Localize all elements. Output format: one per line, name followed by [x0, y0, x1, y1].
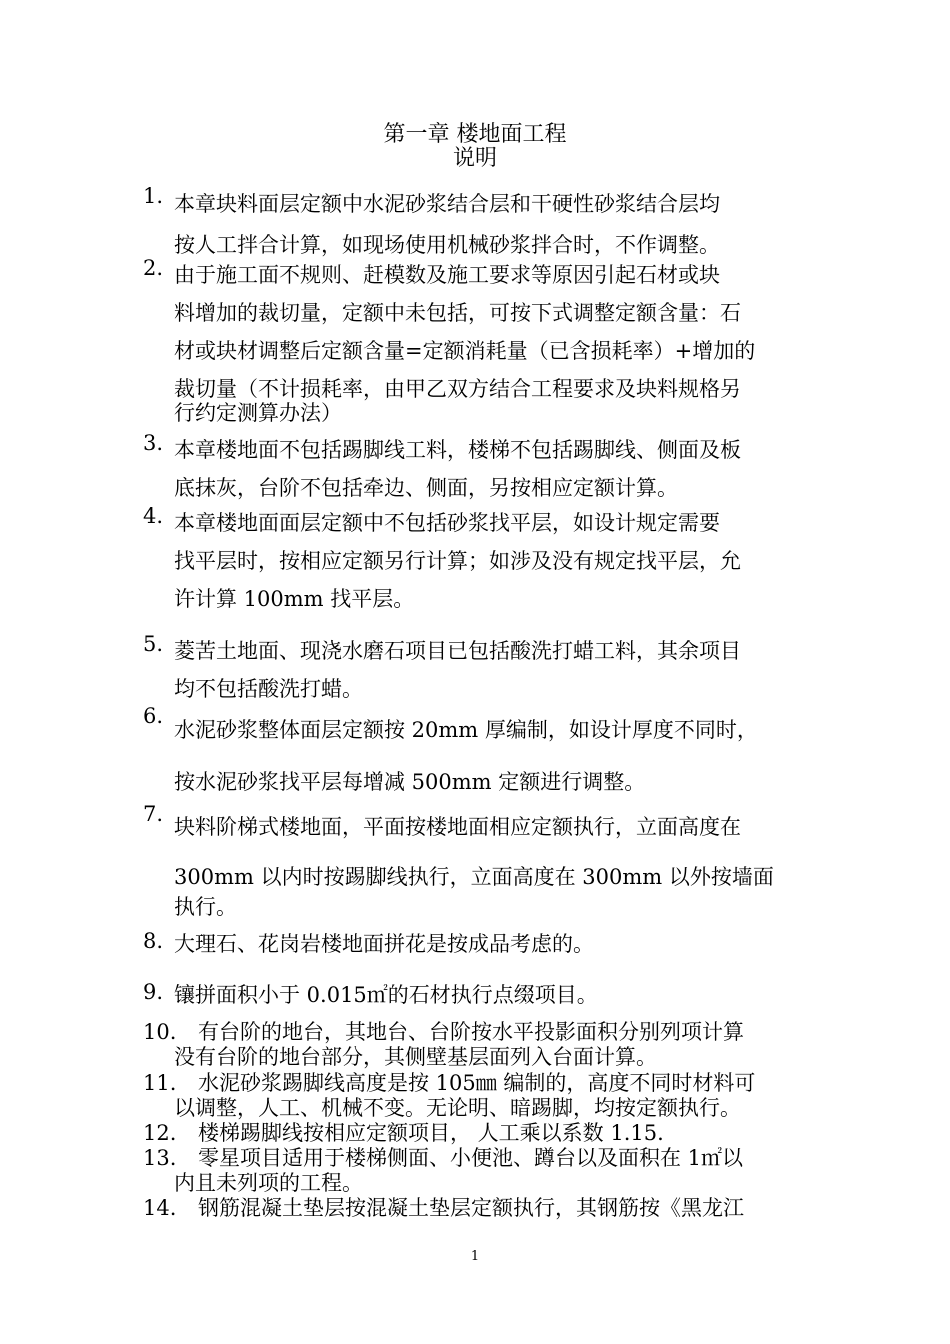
text-line: 由于施工面不规则、赶模数及施工要求等原因引起石材或块: [174, 263, 720, 287]
text-line: 镶拼面积小于 0.015㎡的石材执行点缀项目。: [174, 983, 598, 1007]
list-item-number: 12.: [143, 1121, 177, 1145]
text-line: 本章楼地面不包括踢脚线工料，楼梯不包括踢脚线、侧面及板: [174, 438, 741, 462]
list-item-text: [174, 184, 810, 266]
text-line: 本章块料面层定额中水泥砂浆结合层和干硬性砂浆结合层均: [174, 192, 720, 216]
list-item-text-continued: [174, 1096, 810, 1121]
text-line: 楼梯踢脚线按相应定额项目， 人工乘以系数 1.15.: [198, 1121, 664, 1145]
list-item-number: 3.: [143, 431, 164, 455]
text-line: 按人工拌合计算，如现场使用机械砂浆拌合时，不作调整。: [174, 233, 720, 257]
text-line: 本章楼地面面层定额中不包括砂浆找平层，如设计规定需要: [174, 511, 720, 535]
text-line: 材或块材调整后定额含量=定额消耗量（已含损耗率）+增加的: [174, 339, 756, 363]
text-line: 300mm 以内时按踢脚线执行，立面高度在 300mm 以外按墙面: [174, 865, 774, 889]
text-line: 底抹灰，台阶不包括牵边、侧面，另按相应定额计算。: [174, 476, 678, 500]
text-line: 水泥砂浆整体面层定额按 20mm 厚编制，如设计厚度不同时，: [174, 718, 758, 742]
text-line: 块料阶梯式楼地面，平面按楼地面相应定额执行，立面高度在: [174, 815, 741, 839]
list-item-number: 2.: [143, 256, 164, 280]
list-item-number: 14.: [143, 1196, 177, 1220]
list-item-number: 8.: [143, 929, 164, 953]
text-line: 大理石、花岗岩楼地面拼花是按成品考虑的。: [174, 932, 594, 956]
list-item-text: [198, 1071, 810, 1096]
list-item-text-continued: [174, 1171, 810, 1196]
list-item-number: 13.: [143, 1146, 177, 1170]
list-item-number: 6.: [143, 704, 164, 728]
list-item-text: [174, 929, 810, 959]
text-line: 按水泥砂浆找平层每增减 500mm 定额进行调整。: [174, 770, 646, 794]
chapter-title: 第一章 楼地面工程: [383, 122, 567, 147]
list-item-text: [198, 1020, 810, 1045]
text-line: 以调整，人工、机械不变。无论明、暗踢脚，均按定额执行。: [174, 1096, 741, 1120]
text-line: 有台阶的地台，其地台、台阶按水平投影面积分别列项计算: [198, 1020, 744, 1044]
text-line: 没有台阶的地台部分，其侧壁基层面列入台面计算。: [174, 1045, 657, 1069]
list-item-text: [174, 980, 810, 1010]
page-number: 1: [470, 1249, 480, 1264]
list-item-text: [198, 1196, 810, 1221]
text-line: 菱苦土地面、现浇水磨石项目已包括酸洗打蜡工料，其余项目: [174, 639, 741, 663]
list-item-number: 7.: [143, 802, 164, 826]
list-item-text: [174, 431, 810, 507]
text-line: 钢筋混凝土垫层按混凝土垫层定额执行，其钢筋按《黑龙江: [198, 1196, 744, 1220]
list-item-text: [174, 632, 810, 708]
text-line: 水泥砂浆踢脚线高度是按 105㎜ 编制的，高度不同时材料可: [198, 1071, 756, 1095]
list-item-text-continued: [174, 400, 810, 426]
text-line: 裁切量（不计损耗率，由甲乙双方结合工程要求及块料规格另: [174, 377, 741, 401]
text-line: 均不包括酸洗打蜡。: [174, 677, 363, 701]
list-item-text: [174, 504, 810, 618]
text-line: 找平层时，按相应定额另行计算；如涉及没有规定找平层，允: [174, 549, 741, 573]
list-item-number: 1.: [143, 184, 164, 208]
section-subtitle: 说明: [452, 146, 497, 171]
list-item-text: [174, 256, 810, 408]
list-item-text: [174, 704, 810, 808]
list-item-number: 10.: [143, 1020, 177, 1044]
list-item-number: 4.: [143, 504, 164, 528]
list-item-text: [174, 802, 810, 902]
text-line: 料增加的裁切量，定额中未包括，可按下式调整定额含量：石: [174, 301, 741, 325]
text-line: 内且未列项的工程。: [174, 1171, 363, 1195]
text-line: 执行。: [174, 895, 237, 919]
text-line: 行约定测算办法）: [174, 401, 342, 425]
list-item-text: [198, 1121, 810, 1146]
list-item-text-continued: [174, 1045, 810, 1070]
text-line: 许计算 100mm 找平层。: [174, 587, 415, 611]
list-item-number: 11.: [143, 1071, 177, 1095]
list-item-number: 9.: [143, 980, 164, 1004]
list-item-number: 5.: [143, 632, 164, 656]
text-line: 零星项目适用于楼梯侧面、小便池、蹲台以及面积在 1㎡以: [198, 1146, 744, 1170]
list-item-text-continued: [174, 894, 810, 920]
list-item-text: [198, 1146, 810, 1171]
